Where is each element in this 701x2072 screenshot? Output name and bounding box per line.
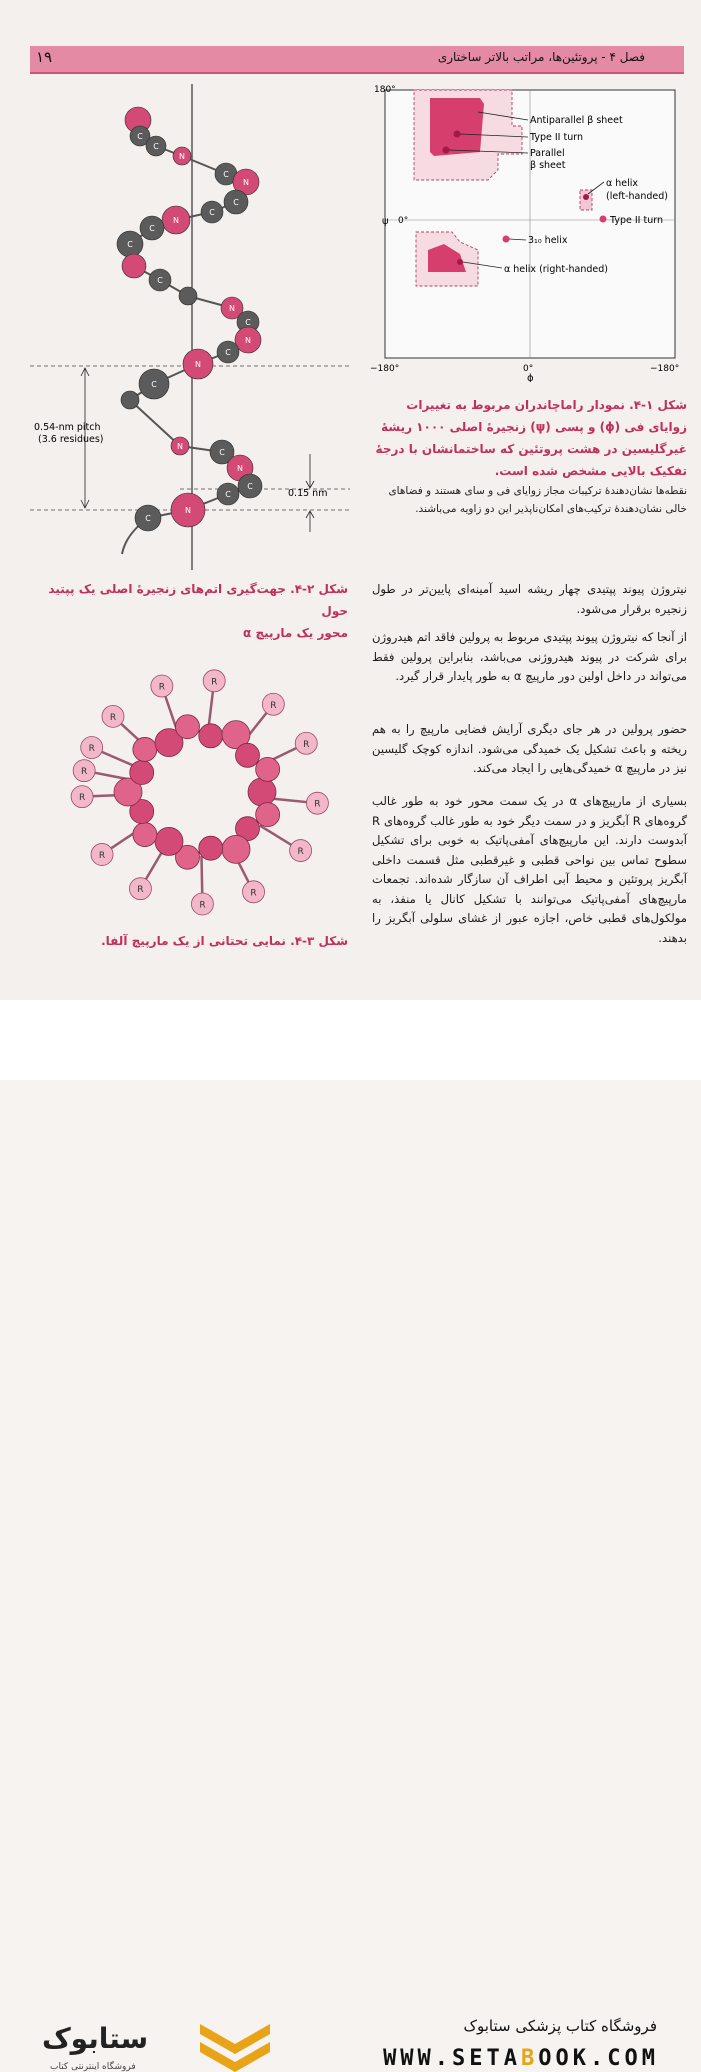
atom-label-c: C [219, 448, 225, 457]
point-left [583, 194, 589, 200]
r-group-label: R [98, 850, 106, 861]
point-type2 [454, 131, 461, 138]
favored-region-beta [430, 98, 484, 156]
url-part-b: B [521, 2046, 539, 2071]
backbone-atom [199, 836, 223, 860]
atom-label-c: C [209, 208, 215, 217]
paragraph-4: بسیاری از مارپیچ‌های α در یک سمت محور خود به طور غالب گروه‌های R آبگریز و در سمت دیگر خود به طور غالب گروه‌های R آبدوست دارند. این مارپیچ‌های آمفی‌پاتیک به خوبی برای تشکیل سطوح تماس بین نواحی قطبی و غیرقطبی مثل قسمت داخلی آبگریز پروتئین و محیط آبی اطراف آن سازگار شده‌اند. تجمعات مارپیچ‌های آمفی‌پاتیک می‌توانند با تشکیل کانال یا منفذ، به مولکول‌های قطبی خاص، اجازه عبور از غشای سلولی آبگریز را بدهند. [372, 794, 687, 945]
backbone-atom [248, 778, 276, 806]
point-alpha-right [457, 259, 463, 265]
phi-zero-label: 0° [523, 364, 534, 374]
label-parallel-sheet: β sheet [530, 160, 566, 171]
url-part-a: WWW.SETA [383, 2046, 522, 2071]
atom-label-c: C [127, 240, 133, 249]
backbone-atom [175, 715, 199, 739]
atom-label-n: N [229, 304, 235, 313]
r-group-label: R [250, 888, 257, 899]
atom-label-n: N [173, 216, 179, 225]
label-alpha-right: α helix (right-handed) [504, 264, 608, 275]
helix-atoms [117, 107, 262, 531]
backbone-bond [130, 400, 180, 446]
fig3-caption [30, 930, 348, 952]
fig1-caption [372, 394, 687, 518]
carbon-atom [121, 391, 139, 409]
backbone-atom [133, 823, 157, 847]
atom-label-n: N [177, 442, 183, 451]
atom-label-n: N [237, 464, 243, 473]
r-group-label: R [297, 847, 304, 858]
header-line [30, 72, 684, 74]
atom-label-c: C [223, 170, 229, 179]
page-number: ۱۹ [36, 48, 53, 66]
label-type2-right: Type II turn [610, 215, 663, 226]
atom-label-n: N [185, 506, 191, 515]
alpha-helix-side-view [30, 84, 350, 570]
fig2-caption-line1: شکل ۲-۴. جهت‌گیری اتم‌های زنجیرهٔ اصلی یک پپتید حول [48, 582, 348, 618]
psi-max-label: 180° [374, 85, 396, 95]
url-part-c: OOK.COM [538, 2046, 659, 2071]
psi-axis-label: ψ [382, 216, 389, 227]
paragraph-3: حضور پرولین در هر جای دیگری آرایش فضایی مارپیچ را به هم ریخته و باعث تشکیل یک خمیدگی می‌شود. اندازه کوچک گلیسین نیز در مارپیچ α خمیدگی‌هایی را ایجاد می‌کند. [372, 722, 687, 775]
point-parallel [443, 147, 450, 154]
r-group-label: R [211, 677, 218, 688]
r-group-label: R [78, 793, 86, 804]
atom-label-c: C [137, 132, 143, 141]
store-name: فروشگاه کتاب پزشکی ستابوک [463, 2017, 657, 2035]
pitch-label: 0.54-nm pitch [34, 422, 101, 433]
atom-label-n: N [195, 360, 201, 369]
carbon-atom [122, 254, 146, 278]
r-group-label: R [109, 712, 117, 723]
point-type2-right [600, 216, 607, 223]
pitch-residues-label: (3.6 residues) [38, 434, 104, 445]
fig3-caption-text: شکل ۳-۴. نمایی تحتانی از یک مارپیچ آلفا. [101, 934, 348, 948]
fig1-caption-desc: نقطه‌ها نشان‌دهندهٔ ترکیبات مجاز زوایای فی و سای هستند و فضاهای خالی نشان‌دهندهٔ ترکیب‌های امکان‌ناپذیر این دو زاویه می‌باشند. [388, 485, 687, 515]
fig1-caption-title: شکل ۱-۴. نمودار راماچاندران مربوط به تغییرات زوایای فی (ϕ) و پسی (ψ) زنجیرهٔ اصلی ۱۰۰۰ ریشهٔ غیرگلیسین در هشت پروتئین که ساختمانشان با درجهٔ تفکیک بالایی مشخص شده است. [375, 398, 687, 478]
fig2-caption [30, 578, 348, 644]
label-left-handed: (left-handed) [606, 191, 668, 202]
ramachandran-plot [370, 82, 695, 382]
atom-label-c: C [153, 142, 159, 151]
paragraph-1: نیتروژن پیوند پپتیدی چهار ریشه اسید آمینه‌ای پایین‌تر در طول زنجیره برقرار می‌شود. [372, 582, 687, 616]
atom-label-c: C [233, 198, 239, 207]
chapter-title: فصل ۴ - پروتئین‌ها، مراتب بالاتر ساختاری [437, 50, 645, 64]
r-group-label: R [303, 739, 310, 750]
atom-label-n: N [243, 178, 249, 187]
backbone-atom [133, 737, 157, 761]
label-parallel: Parallel [530, 148, 565, 159]
atom-label-c: C [247, 482, 253, 491]
carbon-atom [179, 287, 197, 305]
alpha-helix-top-view [50, 652, 340, 922]
atom-label-c: C [145, 514, 151, 523]
backbone-atom [256, 803, 280, 827]
paragraph-2: از آنجا که نیتروژن پیوند پپتیدی مربوط به پرولین فاقد اتم هیدروژن برای شرکت در پیوند هیدروژنی می‌باشد، بنابراین پرولین فقط می‌تواند در داخل اولین دور مارپیچ α به طور پایدار قرار گیرد. [372, 630, 687, 683]
fig2-caption-line2: محور یک مارپیچ α [243, 626, 348, 640]
logo-subtitle: فروشگاه اینترنتی کتاب [50, 2062, 136, 2072]
book-page [0, 0, 701, 1000]
setabook-logo-icon [190, 2016, 280, 2072]
atom-label-n: N [245, 336, 251, 345]
psi-zero-label: 0° [398, 216, 409, 226]
phi-max-label: −180° [650, 364, 680, 374]
logo-brand: ستابوک [42, 2022, 149, 2055]
backbone-atom [222, 835, 250, 863]
rise-label: 0.15 nm [288, 488, 328, 499]
atom-label-c: C [149, 224, 155, 233]
phi-min-label: −180° [370, 364, 400, 374]
atom-label-c: C [225, 490, 231, 499]
atom-label-c: C [151, 380, 157, 389]
backbone-atom [235, 743, 259, 767]
atom-label-c: C [225, 348, 231, 357]
atom-label-n: N [179, 152, 185, 161]
r-group-label: R [199, 900, 206, 911]
label-310-helix: 3₁₀ helix [528, 235, 568, 246]
r-group-label: R [158, 682, 165, 693]
store-url[interactable] [383, 2046, 659, 2071]
atom-label-c: C [245, 318, 251, 327]
r-group-label: R [137, 885, 144, 896]
r-group-label: R [81, 767, 88, 778]
phi-axis-label: ϕ [527, 373, 534, 382]
atom-label-c: C [157, 276, 163, 285]
r-group-label: R [270, 700, 277, 711]
label-alpha-left: α helix [606, 178, 639, 189]
backbone-atom [130, 760, 154, 784]
point-310 [503, 236, 510, 243]
footer [0, 1000, 701, 2072]
top-view-atoms [71, 670, 328, 915]
r-group-label: R [314, 799, 321, 810]
r-group-label: R [88, 744, 95, 755]
backbone-atom [199, 724, 223, 748]
label-type2: Type II turn [530, 132, 583, 143]
backbone-atom [256, 757, 280, 781]
backbone-atom [155, 827, 183, 855]
label-antiparallel: Antiparallel β sheet [530, 115, 623, 126]
